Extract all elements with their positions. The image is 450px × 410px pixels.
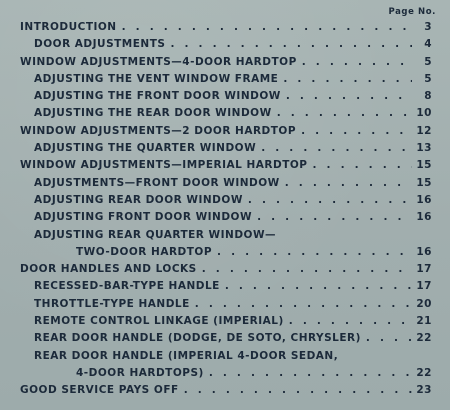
toc-entry-title: REAR DOOR HANDLE (DODGE, DE SOTO, CHRYSLER) [34,332,361,345]
toc-entry [0,315,450,332]
toc-entry-title: ADJUSTING REAR DOOR WINDOW [34,193,243,206]
dot-leader [366,332,412,344]
toc-entry-page-number: 15 [416,176,432,189]
dot-leader [261,142,412,154]
toc-entry-title: REAR DOOR HANDLE (IMPERIAL 4-DOOR SEDAN, [34,349,339,362]
dot-leader [209,367,412,379]
toc-entry-page-number: 22 [416,366,432,379]
dot-leader [170,38,412,50]
dot-leader [202,263,412,275]
dot-leader [302,56,412,68]
toc-entry-page-number: 16 [416,211,432,224]
toc-entry-title: ADJUSTING THE REAR DOOR WINDOW [34,107,272,120]
toc-entry-title: ADJUSTING THE VENT WINDOW FRAME [34,72,279,85]
toc-entry-title: WINDOW ADJUSTMENTS—4-DOOR HARDTOP [20,55,297,68]
dot-leader [283,73,412,85]
toc-entry-page-number: 5 [424,72,432,85]
dot-leader [225,280,412,292]
toc-entry [0,21,450,38]
toc-entry-title: THROTTLE-TYPE HANDLE [34,297,190,310]
toc-entry-page-number: 15 [416,159,432,172]
toc-entry-page-number: 17 [416,263,432,276]
toc-entry-page-number: 12 [416,124,432,137]
dot-leader [301,125,412,137]
toc-entry [0,73,450,90]
dot-leader [257,211,412,223]
dot-leader [195,298,412,310]
toc-entry-page-number: 21 [416,315,432,328]
toc-entry-title: WINDOW ADJUSTMENTS—2 DOOR HARDTOP [20,124,297,137]
toc-entry-page-number: 4 [424,38,432,51]
toc-entry [0,90,450,107]
toc-entry-title: REMOTE CONTROL LINKAGE (IMPERIAL) [34,315,284,328]
toc-entry-title: 4-DOOR HARDTOPS) [76,366,204,379]
toc-entry-page-number: 13 [416,142,432,155]
toc-entry [0,246,450,263]
dot-leader [122,21,412,33]
table-of-contents [0,21,450,402]
toc-entry [0,332,450,349]
toc-entry [0,298,450,315]
dot-leader [277,107,412,119]
toc-entry [0,350,450,367]
toc-entry [0,56,450,73]
toc-entry-page-number: 5 [424,55,432,68]
toc-entry-page-number: 3 [424,21,432,33]
dot-leader [248,194,412,206]
toc-entry-page-number: 10 [416,107,432,120]
toc-entry [0,263,450,280]
toc-entry-page-number: 16 [416,245,432,258]
toc-entry-title: TWO-DOOR HARDTOP [76,245,213,258]
toc-entry [0,142,450,159]
dot-leader [184,384,412,396]
toc-entry [0,194,450,211]
toc-entry [0,280,450,297]
toc-entry-title: ADJUSTING FRONT DOOR WINDOW [34,211,253,224]
toc-entry [0,38,450,55]
toc-entry [0,384,450,401]
toc-entry-page-number: 23 [416,384,432,397]
toc-entry [0,229,450,246]
toc-entry-title: GOOD SERVICE PAYS OFF [20,384,179,397]
toc-entry-title: DOOR ADJUSTMENTS [34,38,166,51]
toc-entry-page-number: 20 [416,297,432,310]
dot-leader [217,246,412,258]
toc-entry-title: ADJUSTING THE FRONT DOOR WINDOW [34,90,281,103]
toc-entry-title: WINDOW ADJUSTMENTS—IMPERIAL HARDTOP [20,159,308,172]
toc-entry [0,211,450,228]
toc-entry [0,159,450,176]
toc-entry [0,107,450,124]
toc-entry-title: DOOR HANDLES AND LOCKS [20,263,197,276]
dot-leader [285,177,412,189]
toc-entry-title: INTRODUCTION [20,21,117,33]
toc-entry-title: RECESSED-BAR-TYPE HANDLE [34,280,220,293]
toc-entry-page-number: 8 [424,90,432,103]
toc-entry [0,125,450,142]
dot-leader [286,90,412,102]
toc-entry [0,367,450,384]
dot-leader [289,315,412,327]
toc-entry-title: ADJUSTING THE QUARTER WINDOW [34,142,257,155]
toc-entry-title: ADJUSTING REAR QUARTER WINDOW— [34,228,277,241]
toc-entry-page-number: 22 [416,332,432,345]
toc-entry-page-number: 16 [416,193,432,206]
toc-entry-title: ADJUSTMENTS—FRONT DOOR WINDOW [34,176,280,189]
toc-entry [0,177,450,194]
page-number-header: Page No. [388,7,436,17]
dot-leader [312,159,412,171]
toc-entry-page-number: 17 [416,280,432,293]
